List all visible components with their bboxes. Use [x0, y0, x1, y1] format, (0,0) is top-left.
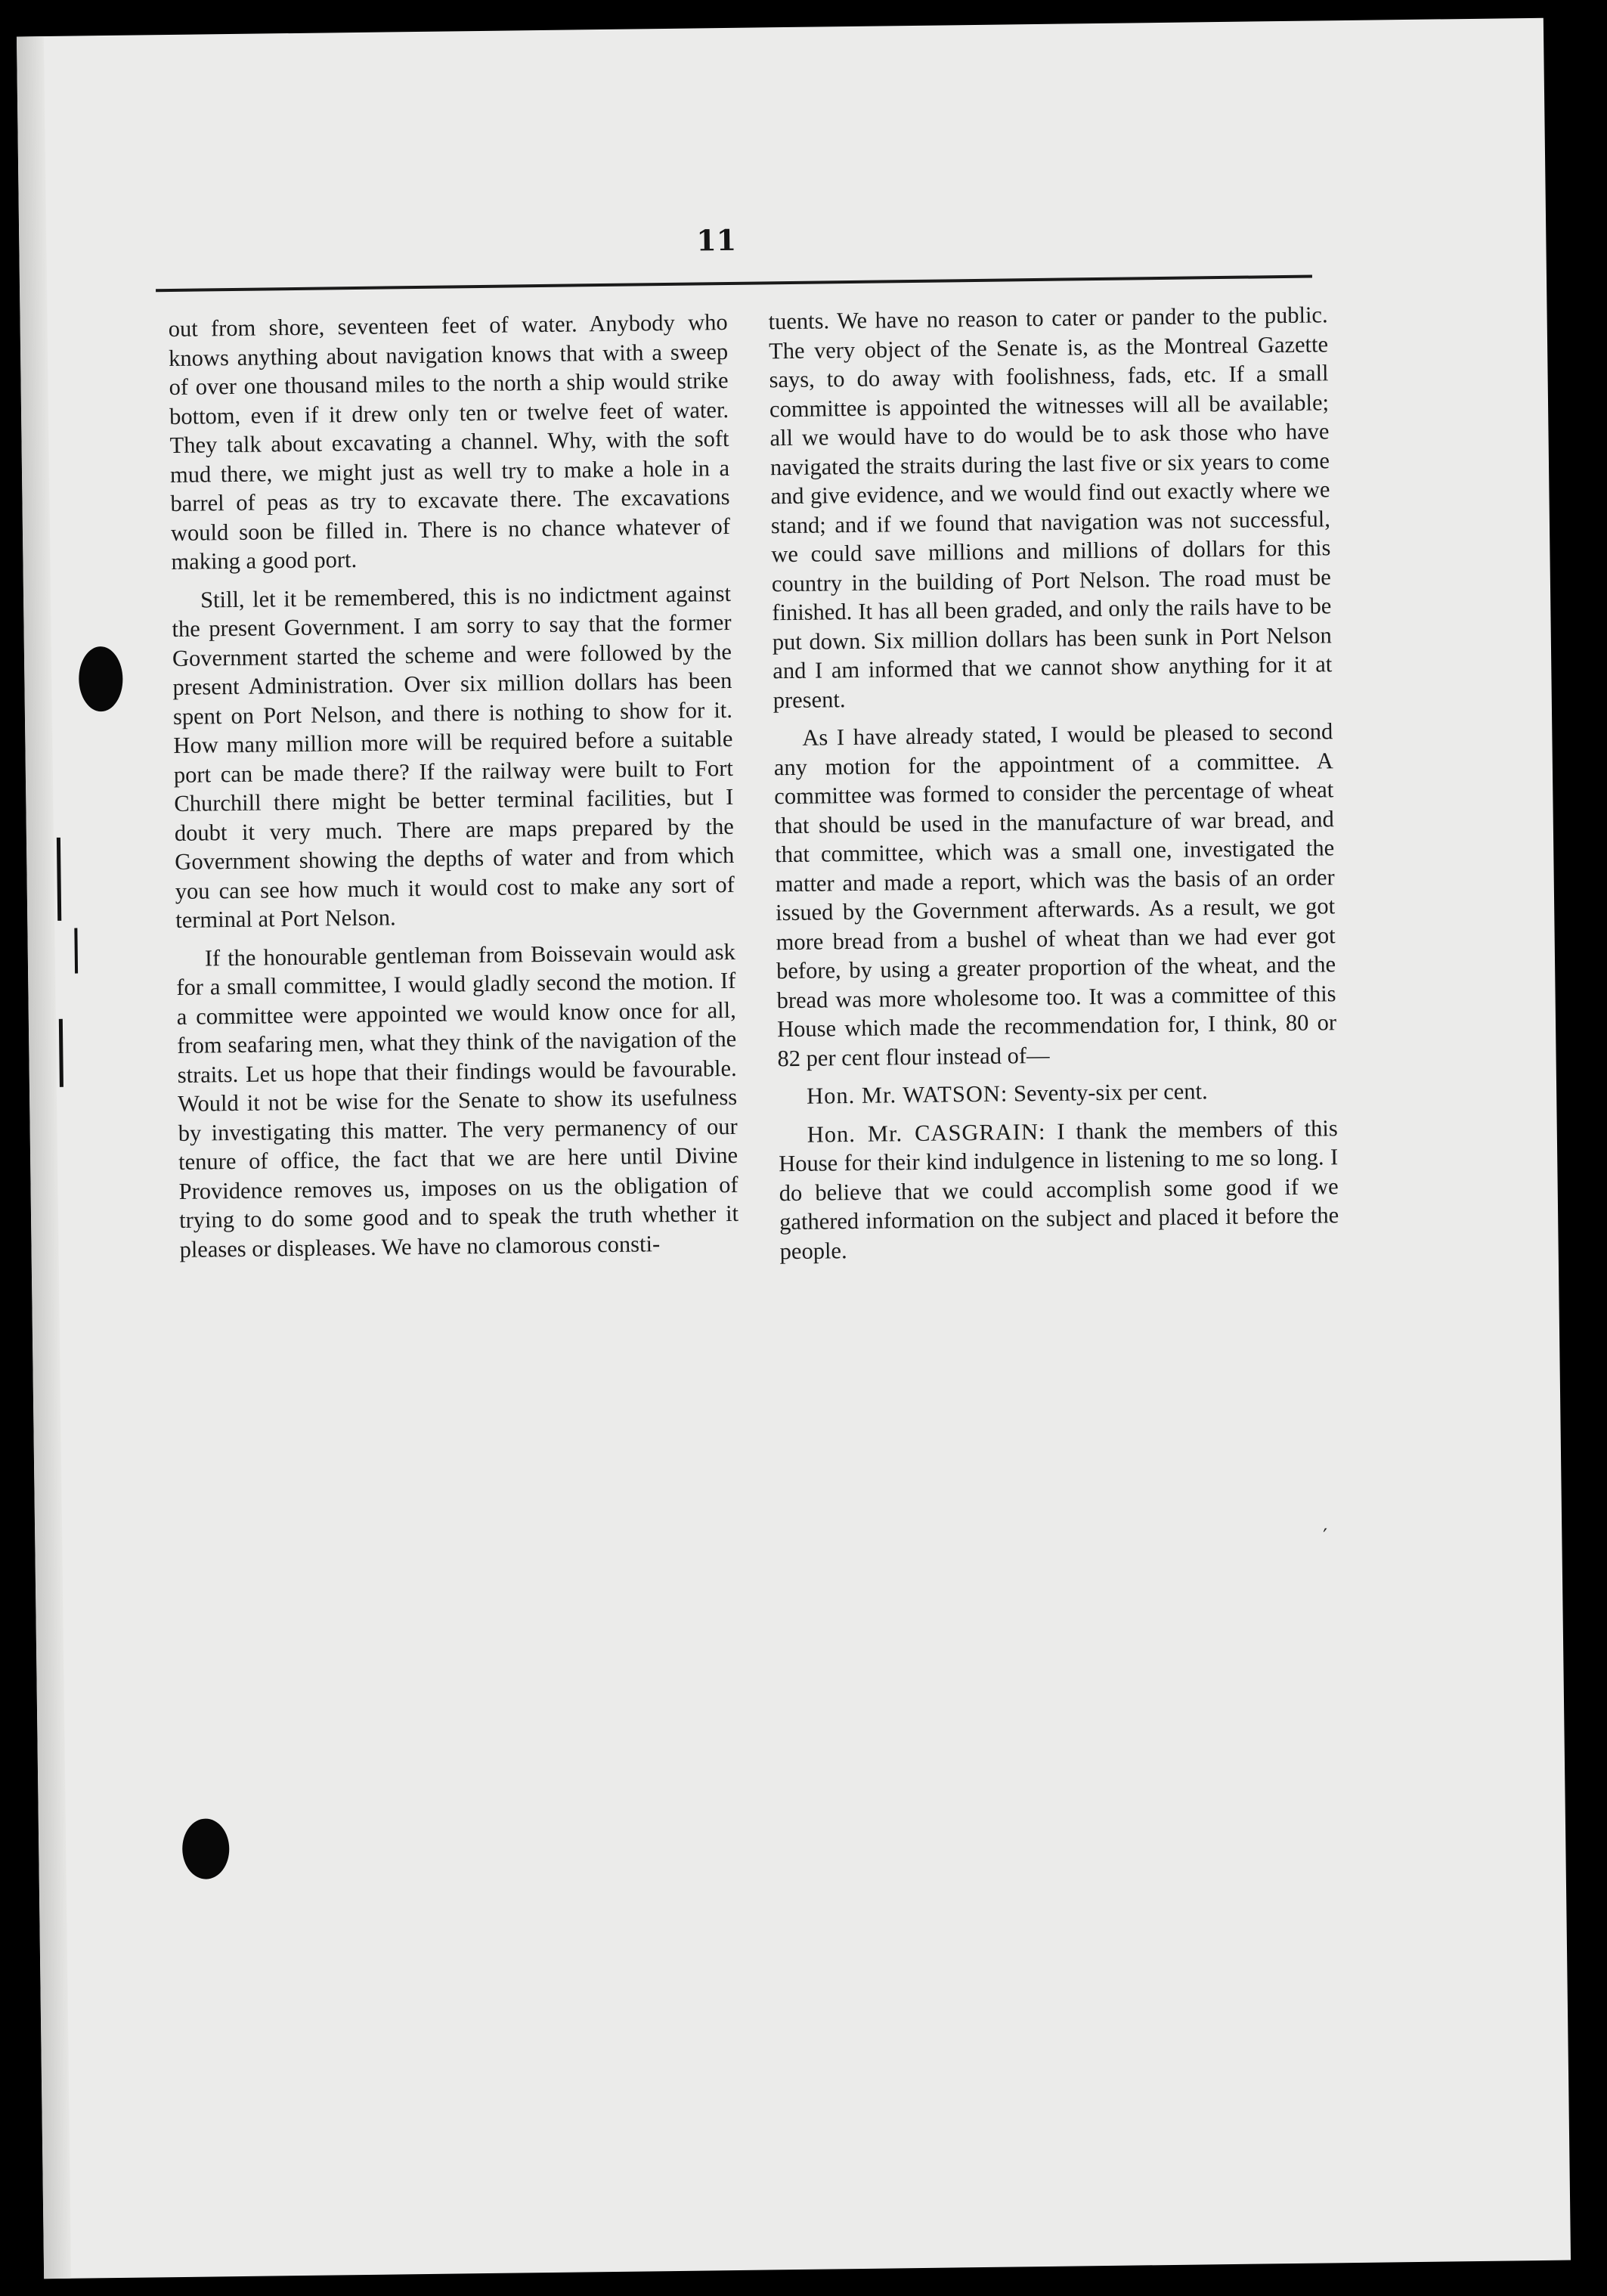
pencil-mark: ′	[1323, 1525, 1328, 1548]
speech-paragraph	[779, 1114, 1339, 1266]
paragraph: Still, let it be remembered, this is no indictment against the present Government. I am sorry to say that the former Government started the scheme and were followed by the present Administration. Over six million dollars has been spent on Port Nelson, and there is nothing to show for it. How many million more will be required before a suitable port can be made there? If the railway were built to Fort Churchill there might be better terminal facilities, but I doubt it very much. There are maps prepared by the Government showing the depths of water and from which you can see how much it would cost to make any sort of terminal at Port Nelson.	[172, 580, 735, 933]
paragraph: out from shore, seventeen feet of water. Anybody who knows anything about navigation knows that with a sweep of over one thousand miles to the north a ship would strike bottom, even if it drew only ten or twelve feet of water. They talk about excavating a channel. Why, with the soft mud there, we might just as well try to make a hole in a barrel of peas as try to excavate there. The excavations would soon be filled in. There is no chance whatever of making a good port.	[168, 308, 731, 575]
speech-text: I thank the members of this House for their kind indulgence in listening to me so long. I do believe that we could accomplish some good if we gathered information on the subject and placed it before the people.	[779, 1114, 1339, 1264]
scanned-page	[17, 18, 1571, 2279]
paragraph: tuents. We have no reason to cater or pander to the public. The very object of the Senate is, as the Montreal Gazette says, to do away with foolishness, fads, etc. If a small committee is appointed the witnesses will all be available; all we would have to do would be to ask those who have navigated the straits during the last five or six years to come and give evidence, and we would find out exactly where we stand; and if we found that navigation was not successful, we could save millions and millions of dollars for this country in the building of Port Nelson. The road must be finished. It has all been graded, and only the rails have to be put down. Six million dollars has been sunk in Port Nelson and I am informed that we cannot show anything for it at present.	[768, 302, 1333, 713]
page-number: 11	[696, 222, 737, 258]
left-column	[168, 308, 738, 1273]
speech-paragraph	[778, 1075, 1337, 1111]
speech-text: Seventy-six per cent.	[1008, 1078, 1208, 1107]
speaker-name: Hon. Mr. WATSON:	[806, 1080, 1008, 1109]
punch-hole	[79, 646, 123, 712]
scan-artifact	[57, 838, 61, 921]
punch-hole	[182, 1818, 230, 1879]
scan-artifact	[59, 1019, 63, 1087]
right-column	[768, 300, 1339, 1275]
paragraph: As I have already stated, I would be pleased to second any motion for the appointment of a committee. A committee was formed to consider the percentage of wheat that should be used in the manufacture of war bread, and that committee, which was a small one, investigated the matter and made a report, which was the basis of an order issued by the Government afterwards. As a result, we got more bread from a bushel of wheat than we had ever got before, by using a greater proportion of the wheat, and the bread was more wholesome too. It was a committee of this House which made the recommendation for, I think, 80 or 82 per cent flour instead of—	[773, 718, 1337, 1071]
scan-artifact	[74, 928, 78, 974]
header-rule	[156, 275, 1312, 293]
paragraph: If the honourable gentleman from Boissevain would ask for a small committee, I would gladly second the motion. If a committee were appointed we would know once for all, from seafaring men, what they think of the navigation of the straits. Let us hope that their findings would be favourable. Would it not be wise for the Senate to show its usefulness by investigating this matter. The very permanency of our tenure of office, the fact that we are here until Divine Providence removes us, imposes on us the obligation of trying to do some good and to speak the truth whether it pleases or displeases. We have no clamorous consti-	[176, 938, 739, 1263]
speaker-name: Hon. Mr. CASGRAIN:	[807, 1118, 1046, 1148]
binding-edge	[17, 36, 71, 2279]
